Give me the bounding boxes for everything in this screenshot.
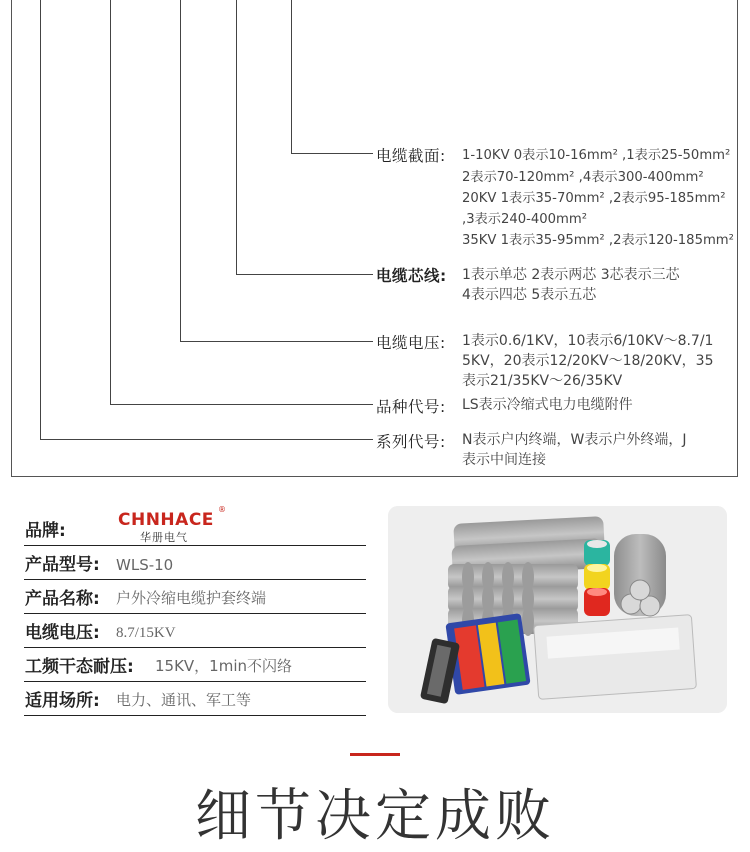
connector-line (236, 274, 373, 275)
spec-key: 产品型号: (25, 555, 100, 575)
spec-value: WLS-10 (116, 556, 174, 574)
legend-label-series: 系列代号: (376, 433, 446, 451)
connector-line (180, 341, 373, 342)
legend-label-cross-section: 电缆截面: (376, 147, 446, 165)
connector-line (236, 0, 237, 274)
connector-line (40, 439, 373, 440)
spec-row-product-name (24, 579, 366, 614)
spec-value: 电力、通讯、军工等 (116, 691, 252, 709)
spec-key: 适用场所: (25, 691, 100, 711)
spec-row-withstand (24, 647, 366, 682)
section-divider (350, 753, 400, 756)
spec-key-brand: 品牌: (25, 521, 66, 541)
brand-logo: CHNHACE (118, 510, 214, 530)
legend-label-voltage: 电缆电压: (376, 334, 446, 352)
spec-row-voltage (24, 613, 366, 648)
spec-row-application (24, 681, 366, 716)
connector-line (110, 404, 373, 405)
product-illustration (388, 506, 727, 713)
legend-desc-voltage: 1表示0.6/1KV，10表示6/10KV～8.7/1 5KV，20表示12/20KV～18/20KV，35 表示21/35KV～26/35KV (462, 333, 714, 389)
legend-desc-cross-section: 1-10KV 0表示10-16mm² ,1表示25-50mm² 2表示70-120mm² ,4表示300-400mm² 20KV 1表示35-70mm² ,2表示95-185mm² ,3表示240-400mm² 35KV 1表示35-95mm² ,2表示120-185mm² (462, 148, 734, 248)
connector-line (291, 153, 373, 154)
legend-label-variety: 品种代号: (376, 398, 446, 416)
legend-desc-variety: LS表示冷缩式电力电缆附件 (462, 397, 633, 413)
spec-value: 户外冷缩电缆护套终端 (116, 589, 267, 607)
spec-key: 产品名称: (25, 589, 100, 609)
connector-line (180, 0, 181, 341)
connector-line (40, 0, 41, 439)
section-title: 细节决定成败 (195, 784, 555, 849)
legend-desc-cores: 1表示单芯 2表示两芯 3芯表示三芯 4表示四芯 5表示五芯 (462, 267, 680, 303)
brand-name-cn: 华册电气 (140, 531, 188, 544)
product-photo (388, 506, 727, 713)
spec-row-model (24, 545, 366, 580)
connector-line (291, 0, 292, 153)
brand-registered-mark: ® (218, 505, 226, 514)
spec-value: 8.7/15KV (116, 625, 176, 641)
spec-key: 电缆电压: (25, 623, 100, 643)
legend-label-cores: 电缆芯线: (376, 267, 447, 285)
connector-line (110, 0, 111, 404)
legend-desc-series: N表示户内终端，W表示户外终端，J 表示中间连接 (462, 432, 687, 468)
spec-value: 15KV，1min不闪络 (155, 657, 293, 675)
spec-key: 工频干态耐压: (25, 657, 134, 677)
